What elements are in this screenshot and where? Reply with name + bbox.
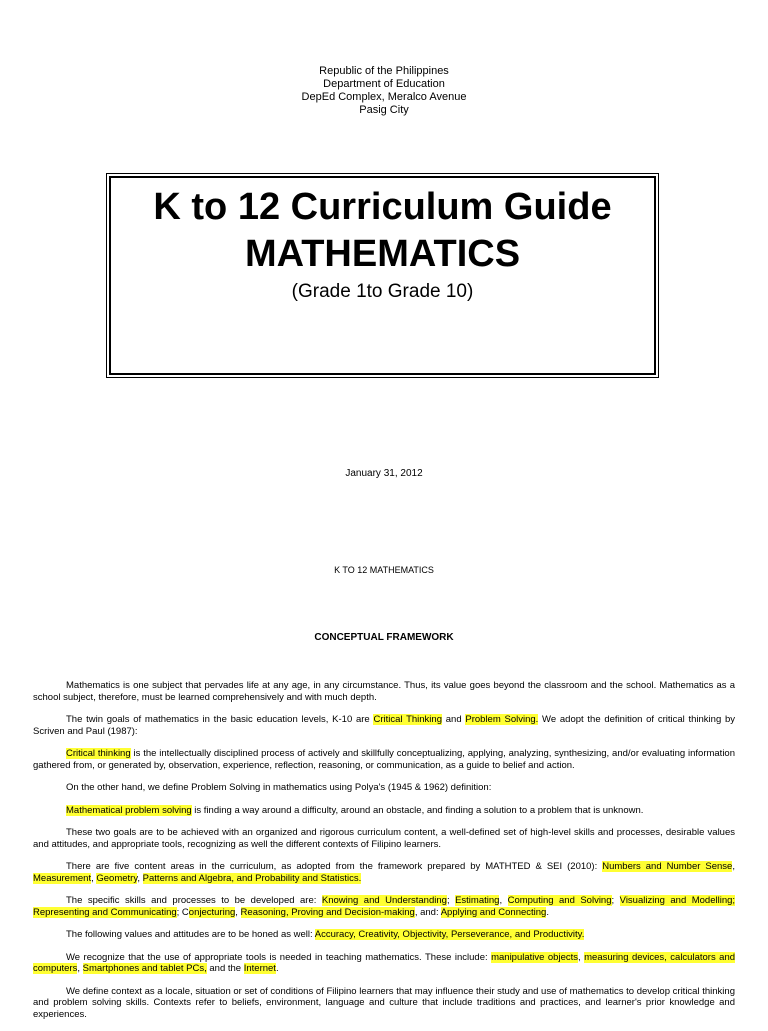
highlight: Internet [243,963,276,974]
subject-title: MATHEMATICS [244,233,521,275]
paragraph: Critical thinking is the intellectually disciplined process of actively and skillfully conceptualizing, applying, analyzing, synthesizing, and/or evaluating information gathered from, or generated by, observation, experience, reflection, reasoning, or communication, as a guide to belief and action. [33,748,735,771]
highlight: Mathematical problem solving [66,804,192,816]
highlight: Geometry [96,872,138,884]
highlight: measuring devices, calculators and computers [33,951,736,974]
paragraph: We recognize that the use of appropriate tools is needed in teaching mathematics. These include: manipulative objects, measuring devices, calculators and computers, Smartphones and tablet PCs, and the Internet. [33,951,736,974]
grade-range: (Grade 1to Grade 10) [291,281,474,302]
paragraph: Mathematics is one subject that pervades life at any age, in any circumstance. Thus, its value goes beyond the classroom and the school. Mathematics as a school subject, therefore, must be learned comprehensively and with much depth. [33,680,735,703]
highlight: Patterns and Algebra, and Probability and Statistics. [142,872,362,884]
title-box [109,176,656,375]
paragraph: We define context as a locale, situation or set of conditions of Filipino learners that may influence their study and use of mathematics to develop critical thinking and problem solving skills. Contexts refer to beliefs, environment, language and culture that include traditions and practices, and learner's prior knowledge and experiences. [33,985,735,1020]
highlight: Computing and Solving [507,895,612,906]
highlight: Applying and Connecting [440,906,547,918]
highlight: Critical thinking [66,748,131,759]
paragraph: On the other hand, we define Problem Solving in mathematics using Polya's (1945 & 1962) definition: [66,782,492,793]
paragraph: The specific skills and processes to be developed are: Knowing and Understanding; Estimating, Computing and Solving; Visualizing and Modelling; Representing and Communicating; Conjecturing, Reasoning, Proving and Decision-making, and: Applying and Connecting. [33,895,736,918]
paragraph: These two goals are to be achieved with an organized and rigorous curriculum content, a well-defined set of high-level skills and processes, desirable values and attitudes, and appropriate tools, recognizing as well the different contexts of Filipino learners. [33,827,735,850]
highlight: Problem Solving. [465,714,539,725]
paragraph: There are five content areas in the curriculum, as adopted from the framework prepared by MATHTED & SEI (2010): Numbers and Number Sense, Measurement, Geometry, Patterns and Algebra, and Probability and Statistics. [33,861,735,884]
highlight: Knowing and Understanding [321,895,447,906]
highlight: Reasoning, Proving and Decision-making [240,906,415,918]
highlight: Numbers and Number Sense [602,861,733,872]
subject-heading: K TO 12 MATHEMATICS [334,565,434,575]
body-text [33,680,735,1031]
highlight: Measurement [33,872,92,884]
highlight: Accuracy, Creativity, Objectivity, Perseverance, and Productivity. [314,929,585,940]
header-city: Pasig City [359,104,409,116]
header-country: Republic of the Philippines [319,65,449,77]
document-title: K to 12 Curriculum Guide [153,186,612,228]
highlight: Smartphones and tablet PCs, [82,963,207,974]
section-title: CONCEPTUAL FRAMEWORK [314,632,454,643]
highlight: manipulative objects [491,951,579,963]
document-header [0,65,768,117]
highlight: Critical Thinking [373,714,442,725]
highlight: Visualizing and Modelling; Representing and Communicating [33,895,736,918]
header-address: DepEd Complex, Meralco Avenue [301,91,467,103]
document-date: January 31, 2012 [345,468,423,479]
paragraph: The following values and attitudes are to be honed as well: Accuracy, Creativity, Objectivity, Perseverance, and Productivity. [66,929,585,940]
highlight: onjecturing [188,906,236,918]
paragraph: The twin goals of mathematics in the basic education levels, K-10 are Critical Thinking and Problem Solving. We adopt the definition of critical thinking by Scriven and Paul (1987): [33,714,736,737]
highlight: Estimating [455,895,500,906]
paragraph: Mathematical problem solving is finding a way around a difficulty, around an obstacle, and finding a solution to a problem that is unknown. [66,804,644,816]
header-department: Department of Education [323,78,445,90]
